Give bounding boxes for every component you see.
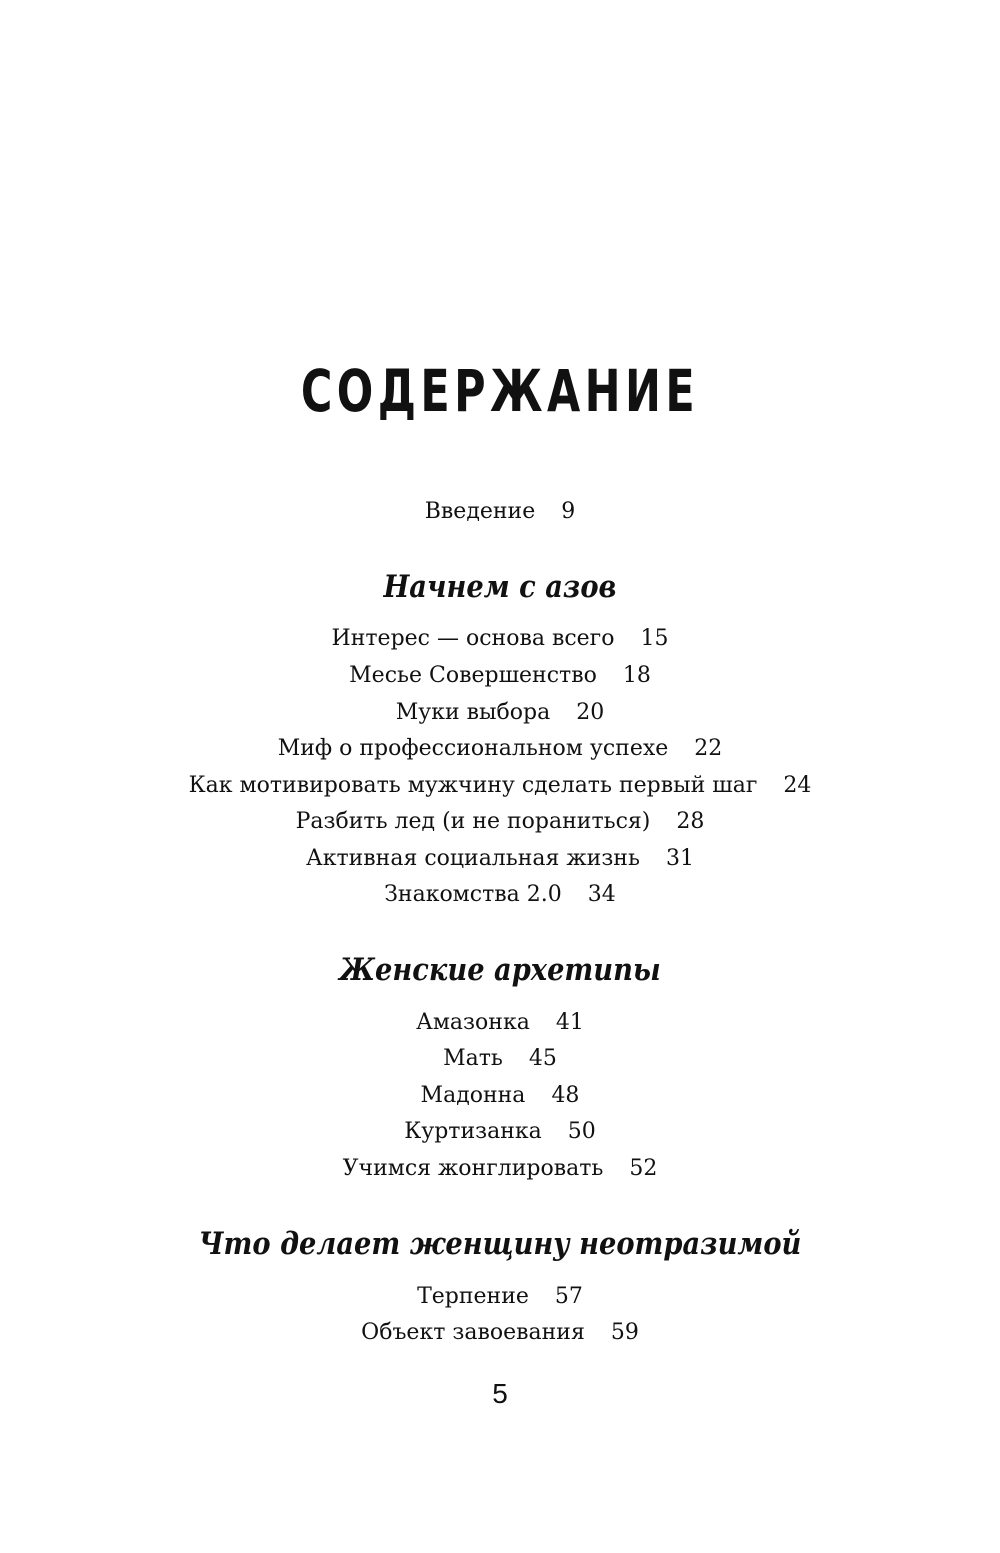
toc-entry-intro[interactable] bbox=[0, 497, 1000, 527]
toc-entry-page: 18 bbox=[622, 663, 651, 688]
toc-entry-page: 9 bbox=[561, 499, 576, 524]
toc-entry[interactable] bbox=[0, 624, 1000, 654]
section-title: Начнем с азов bbox=[383, 569, 617, 605]
toc-entry-page: 52 bbox=[629, 1156, 658, 1181]
toc-entry-label: Миф о профессиональном успехе bbox=[277, 736, 669, 761]
toc-entry-page: 15 bbox=[640, 626, 669, 651]
toc-entry-page: 28 bbox=[676, 809, 705, 834]
toc-entry[interactable] bbox=[0, 1154, 1000, 1184]
toc-entry-page: 31 bbox=[665, 846, 694, 871]
toc-entry[interactable] bbox=[0, 661, 1000, 691]
toc-entry-page: 41 bbox=[555, 1010, 584, 1035]
toc-entry[interactable] bbox=[0, 1117, 1000, 1147]
toc-entry-label: Знакомства 2.0 bbox=[384, 882, 562, 907]
toc-entry-label: Как мотивировать мужчину сделать первый шаг bbox=[188, 773, 758, 798]
toc-entry-page: 57 bbox=[554, 1284, 583, 1309]
toc-entry[interactable] bbox=[0, 1081, 1000, 1111]
toc-entry[interactable] bbox=[0, 1008, 1000, 1038]
toc-entry-page: 20 bbox=[576, 700, 605, 725]
toc-entry-label: Интерес — основа всего bbox=[331, 626, 615, 651]
toc-entry-label: Объект завоевания bbox=[361, 1320, 585, 1345]
toc-entry[interactable] bbox=[0, 698, 1000, 728]
toc-entry-label: Активная социальная жизнь bbox=[306, 846, 640, 871]
page-number: 5 bbox=[492, 1378, 508, 1409]
toc-entry[interactable] bbox=[0, 734, 1000, 764]
toc-entry-page: 34 bbox=[587, 882, 616, 907]
section-title: Женские архетипы bbox=[339, 952, 661, 988]
toc-entry-label: Учимся жонглировать bbox=[342, 1156, 604, 1181]
toc-entry-label: Муки выбора bbox=[395, 700, 551, 725]
toc-entry[interactable] bbox=[0, 1044, 1000, 1074]
toc-entry[interactable] bbox=[0, 807, 1000, 837]
toc-entry[interactable] bbox=[0, 771, 1000, 801]
toc-entry-page: 48 bbox=[551, 1083, 580, 1108]
toc-entry[interactable] bbox=[0, 844, 1000, 874]
toc-entry-label: Мать bbox=[443, 1046, 503, 1071]
toc-entry-label: Разбить лед (и не пораниться) bbox=[295, 809, 651, 834]
toc-entry-label: Месье Совершенство bbox=[349, 663, 597, 688]
toc-entry-label: Мадонна bbox=[420, 1083, 526, 1108]
toc-entry-page: 45 bbox=[528, 1046, 557, 1071]
toc-entry-label: Терпение bbox=[417, 1284, 529, 1309]
toc-entry-page: 50 bbox=[567, 1119, 596, 1144]
toc-entry-label: Куртизанка bbox=[404, 1119, 542, 1144]
page-title: СОДЕРЖАНИЕ bbox=[300, 357, 700, 425]
toc-entry-label: Введение bbox=[424, 499, 536, 524]
section-title: Что делает женщину неотразимой bbox=[198, 1226, 802, 1262]
toc-entry-page: 24 bbox=[783, 773, 812, 798]
toc-entry[interactable] bbox=[0, 1318, 1000, 1348]
toc-entry-page: 22 bbox=[694, 736, 723, 761]
toc-entry[interactable] bbox=[0, 880, 1000, 910]
toc-entry-page: 59 bbox=[610, 1320, 639, 1345]
toc-entry[interactable] bbox=[0, 1282, 1000, 1312]
toc-entry-label: Амазонка bbox=[416, 1010, 530, 1035]
